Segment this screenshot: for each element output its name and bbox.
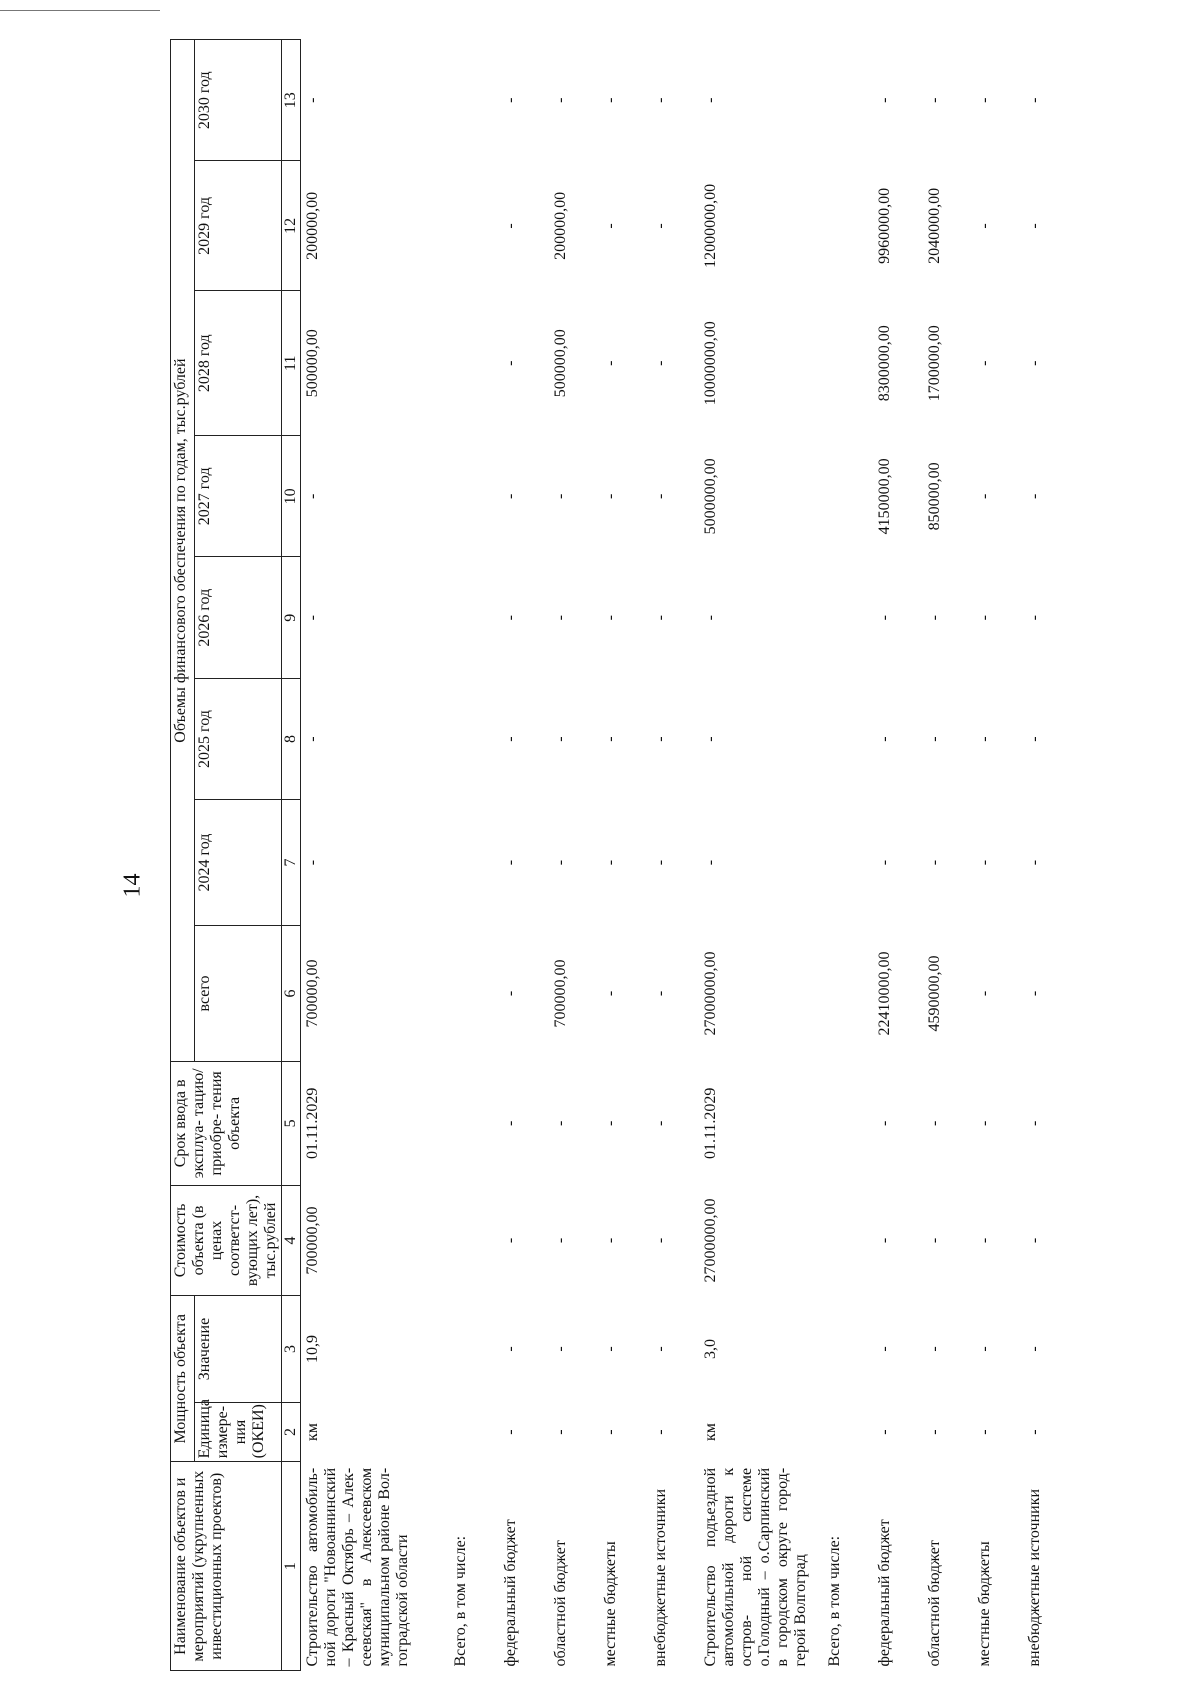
header-2026: 2026 год xyxy=(195,557,282,678)
table-cell: - xyxy=(602,493,619,499)
funding-row xyxy=(923,40,973,1671)
table-cell: - xyxy=(502,736,519,742)
header-2024: 2024 год xyxy=(195,800,282,926)
table-cell: - xyxy=(976,493,993,499)
header-value: Значение xyxy=(195,1296,282,1402)
header-volumes: Объемы финансового обеспечения по годам, тыс.рублей xyxy=(171,40,195,1062)
table-cell: 3,0 xyxy=(702,1339,719,1360)
table-cell: - xyxy=(502,1346,519,1352)
table-cell: 8300000,00 xyxy=(876,325,893,402)
table-cell: - xyxy=(976,1120,993,1126)
table-cell: - xyxy=(502,360,519,366)
table-cell: 10,9 xyxy=(304,1335,321,1364)
table-cell: 200000,00 xyxy=(552,191,569,260)
table-cell: - xyxy=(926,615,943,621)
table-cell: 01.11.2029 xyxy=(304,1087,321,1160)
table-cell: - xyxy=(602,1120,619,1126)
row-label: внебюджетные источники xyxy=(652,1488,669,1667)
funding-row xyxy=(599,40,649,1671)
table-cell: 500000,00 xyxy=(552,329,569,398)
column-number-row xyxy=(282,40,301,1671)
table-cell: - xyxy=(602,859,619,866)
table-cell: 27000000,00 xyxy=(702,951,719,1036)
table-cell: - xyxy=(552,1120,569,1126)
row-label: федеральный бюджет xyxy=(876,1519,893,1667)
table-cell: - xyxy=(876,97,893,103)
table-cell: - xyxy=(926,1120,943,1126)
row-label: федеральный бюджет xyxy=(502,1519,519,1667)
table-cell: 2040000,00 xyxy=(926,187,943,264)
column-number: 6 xyxy=(282,925,301,1061)
table-cell: - xyxy=(976,1346,993,1352)
table-cell: 5000000,00 xyxy=(702,458,719,535)
table-cell: - xyxy=(602,736,619,742)
column-number: 3 xyxy=(282,1296,301,1402)
table-cell: - xyxy=(1026,1120,1043,1126)
table-cell: - xyxy=(602,97,619,103)
table-cell: 500000,00 xyxy=(304,329,321,398)
header-power: Мощность объекта xyxy=(171,1296,195,1462)
subtotal-heading-row xyxy=(823,40,873,1671)
table-cell: 4590000,00 xyxy=(926,955,943,1032)
table-cell: - xyxy=(304,97,321,103)
table-cell xyxy=(823,436,873,557)
table-cell: - xyxy=(926,1429,943,1435)
project-row xyxy=(301,40,450,1671)
header-deadline: Срок ввода в эксплуа- тацию/ приобре- тения объекта xyxy=(171,1062,282,1185)
table-cell: - xyxy=(502,1429,519,1435)
header-name: Наименование объектов и мероприятий (укрупненных инвестиционных проектов) xyxy=(171,1462,282,1671)
table-cell: 200000,00 xyxy=(304,191,321,260)
investment-projects-table xyxy=(170,39,1073,1671)
table-cell: - xyxy=(976,223,993,229)
table-cell: - xyxy=(876,615,893,621)
table-cell: - xyxy=(976,1429,993,1435)
table-cell: 700000,00 xyxy=(304,959,321,1028)
table-cell xyxy=(823,1296,873,1402)
table-cell xyxy=(449,40,499,161)
table-cell: - xyxy=(652,990,669,997)
header-total: всего xyxy=(195,925,282,1061)
table-cell xyxy=(449,436,499,557)
table-cell xyxy=(823,1402,873,1462)
table-cell: - xyxy=(702,736,719,742)
column-number: 7 xyxy=(282,800,301,926)
table-cell xyxy=(823,678,873,799)
table-cell: - xyxy=(652,360,669,366)
table-cell: - xyxy=(502,223,519,229)
table-cell: - xyxy=(304,493,321,499)
table-cell: 850000,00 xyxy=(926,462,943,531)
table-cell: - xyxy=(502,1120,519,1126)
header-2027: 2027 год xyxy=(195,436,282,557)
table-cell xyxy=(449,1296,499,1402)
table-cell: 10000000,00 xyxy=(702,321,719,406)
row-label: внебюджетные источники xyxy=(1026,1488,1043,1667)
header-unit: Единица измере- ния (ОКЕИ) xyxy=(195,1402,282,1462)
table-cell xyxy=(823,1185,873,1296)
table-cell: - xyxy=(552,1237,569,1244)
table-cell xyxy=(823,557,873,678)
row-label: местные бюджеты xyxy=(976,1541,993,1667)
header-2028: 2028 год xyxy=(195,291,282,436)
row-label: областной бюджет xyxy=(552,1540,569,1667)
funding-row xyxy=(549,40,599,1671)
header-cost: Стоимость объекта (в ценах соответст- вующих лет), тыс.рублей xyxy=(171,1185,282,1296)
table-cell: - xyxy=(926,1346,943,1352)
row-label: Всего, в том числе: xyxy=(452,1535,469,1667)
table-cell: - xyxy=(652,493,669,499)
table-cell: - xyxy=(1026,223,1043,229)
page-number: 14 xyxy=(119,873,146,897)
table-cell xyxy=(449,291,499,436)
table-cell: - xyxy=(926,97,943,103)
table-cell: 01.11.2029 xyxy=(702,1087,719,1160)
table-cell: - xyxy=(602,1237,619,1244)
table-cell: - xyxy=(1026,736,1043,742)
table-cell: - xyxy=(1026,1346,1043,1352)
table-cell: - xyxy=(1026,1429,1043,1435)
table-cell xyxy=(823,291,873,436)
table-cell: - xyxy=(976,1237,993,1244)
table-cell: 700000,00 xyxy=(552,959,569,1028)
funding-row xyxy=(499,40,549,1671)
column-number: 13 xyxy=(282,40,301,161)
table-cell xyxy=(449,1185,499,1296)
column-number: 12 xyxy=(282,161,301,291)
table-cell: - xyxy=(304,859,321,866)
table-cell: - xyxy=(702,97,719,103)
table-cell: - xyxy=(602,1429,619,1435)
table-cell: - xyxy=(876,1346,893,1352)
column-number: 4 xyxy=(282,1185,301,1296)
table-cell: 700000,00 xyxy=(304,1206,321,1275)
table-cell: - xyxy=(602,615,619,621)
column-number: 9 xyxy=(282,557,301,678)
table-cell xyxy=(823,925,873,1061)
table-cell: - xyxy=(552,1429,569,1435)
table-cell: 12000000,00 xyxy=(702,183,719,268)
table-cell: - xyxy=(1026,493,1043,499)
table-cell: - xyxy=(502,615,519,621)
table-cell: - xyxy=(602,990,619,997)
table-cell: - xyxy=(552,859,569,866)
table-cell xyxy=(449,925,499,1061)
table-cell: - xyxy=(304,736,321,742)
table-cell: - xyxy=(304,615,321,621)
table-cell: - xyxy=(652,859,669,866)
rotated-page-content xyxy=(170,39,1160,1671)
table-cell xyxy=(823,40,873,161)
table-cell: 4150000,00 xyxy=(876,458,893,535)
table-cell: - xyxy=(652,615,669,621)
table-cell: - xyxy=(652,1237,669,1244)
table-cell xyxy=(449,800,499,926)
table-cell: - xyxy=(602,360,619,366)
column-number: 11 xyxy=(282,291,301,436)
row-label: областной бюджет xyxy=(926,1540,943,1667)
project-row xyxy=(699,40,823,1671)
project-name: Строительство подъездной автомобильной дороги к остров- ной системе о.Голодный – о.Сарпинский в городском округе город-герой Волгоград xyxy=(702,1467,809,1667)
table-cell: - xyxy=(652,97,669,103)
table-cell: - xyxy=(976,859,993,866)
table-cell: - xyxy=(702,615,719,621)
table-cell: - xyxy=(1026,615,1043,621)
header-2029: 2029 год xyxy=(195,161,282,291)
table-cell: - xyxy=(552,615,569,621)
table-cell: - xyxy=(652,223,669,229)
table-cell: 9960000,00 xyxy=(876,187,893,264)
subtotal-heading-row xyxy=(449,40,499,1671)
table-cell: - xyxy=(976,990,993,997)
table-cell: км xyxy=(702,1423,719,1441)
table-cell: - xyxy=(926,736,943,742)
table-cell: - xyxy=(652,1429,669,1435)
table-cell: - xyxy=(876,1237,893,1244)
table-cell: - xyxy=(652,1120,669,1126)
table-cell: - xyxy=(552,97,569,103)
table-cell: - xyxy=(876,1429,893,1435)
header-2025: 2025 год xyxy=(195,678,282,799)
table-cell: - xyxy=(652,736,669,742)
column-number: 1 xyxy=(282,1462,301,1671)
top-edge-line xyxy=(0,10,160,11)
table-cell: 27000000,00 xyxy=(702,1198,719,1283)
table-cell: 1700000,00 xyxy=(926,325,943,402)
table-cell: - xyxy=(552,736,569,742)
table-cell: - xyxy=(1026,360,1043,366)
table-cell: - xyxy=(926,1237,943,1244)
table-cell: км xyxy=(304,1423,321,1441)
table-cell: - xyxy=(876,859,893,866)
table-cell: - xyxy=(976,615,993,621)
table-cell: - xyxy=(602,1346,619,1352)
table-cell: - xyxy=(876,736,893,742)
table-cell xyxy=(823,800,873,926)
table-cell: - xyxy=(976,97,993,103)
table-cell: - xyxy=(502,493,519,499)
table-cell xyxy=(449,1062,499,1185)
table-cell: - xyxy=(976,736,993,742)
table-cell: - xyxy=(1026,990,1043,997)
column-number: 10 xyxy=(282,436,301,557)
table-cell xyxy=(823,161,873,291)
table-cell: - xyxy=(502,1237,519,1244)
funding-row xyxy=(649,40,699,1671)
table-cell xyxy=(449,161,499,291)
column-number: 8 xyxy=(282,678,301,799)
table-cell: - xyxy=(1026,859,1043,866)
column-number: 5 xyxy=(282,1062,301,1185)
table-cell xyxy=(449,557,499,678)
table-cell: - xyxy=(876,1120,893,1126)
funding-row xyxy=(973,40,1023,1671)
header-2030: 2030 год xyxy=(195,40,282,161)
funding-row xyxy=(1023,40,1073,1671)
row-label: Всего, в том числе: xyxy=(826,1535,843,1667)
table-cell: - xyxy=(502,990,519,997)
funding-row xyxy=(873,40,923,1671)
table-cell: - xyxy=(652,1346,669,1352)
table-cell: - xyxy=(502,859,519,866)
table-cell xyxy=(449,678,499,799)
table-cell: - xyxy=(602,223,619,229)
table-cell: - xyxy=(552,493,569,499)
table-cell xyxy=(449,1402,499,1462)
column-number: 2 xyxy=(282,1402,301,1462)
table-cell: - xyxy=(976,360,993,366)
table-cell: - xyxy=(502,97,519,103)
row-label: местные бюджеты xyxy=(602,1541,619,1667)
table-cell: - xyxy=(1026,1237,1043,1244)
table-cell: 22410000,00 xyxy=(876,951,893,1036)
table-cell: - xyxy=(552,1346,569,1352)
table-cell: - xyxy=(1026,97,1043,103)
table-cell xyxy=(823,1062,873,1185)
table-cell: - xyxy=(926,859,943,866)
project-name: Строительство автомобиль- ной дороги "Новоаннинский – Красный Октябрь – Алек- сеевская" в Алексеевском муниципальном районе Вол- гоградской области xyxy=(304,1467,411,1667)
table-cell: - xyxy=(702,859,719,866)
